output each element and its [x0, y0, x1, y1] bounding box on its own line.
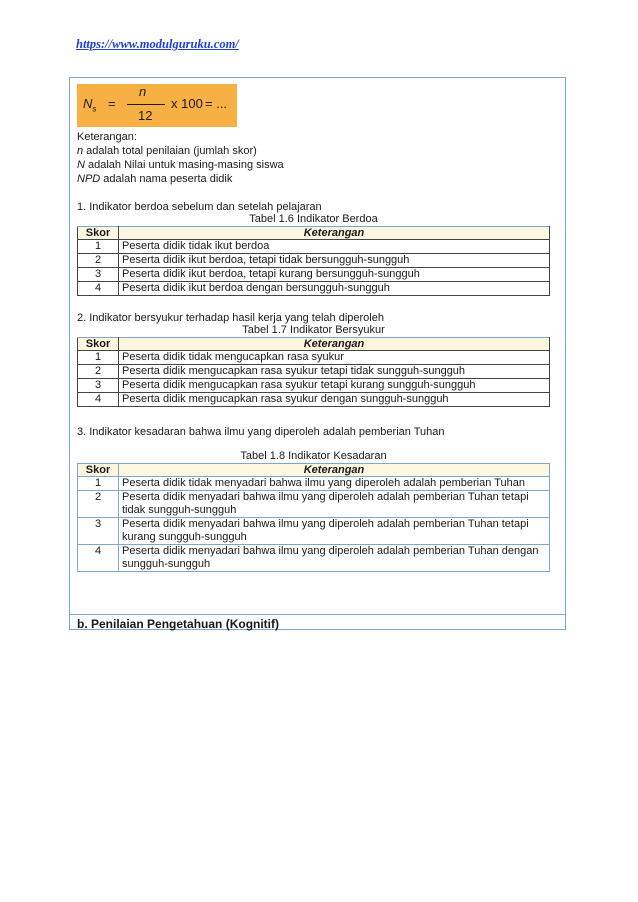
table-row: [78, 365, 550, 379]
fraction-bar: [127, 104, 165, 105]
cell-keterangan: Peserta didik tidak menyadari bahwa ilmu yang diperoleh adalah pemberian Tuhan: [119, 477, 550, 491]
cell-keterangan: Peserta didik mengucapkan rasa syukur tetapi tidak sungguh-sungguh: [119, 365, 550, 379]
cell-skor: 3: [78, 518, 119, 545]
col-keterangan: Keterangan: [119, 338, 550, 351]
table-row: [78, 351, 550, 365]
formula-equals: =: [108, 96, 116, 111]
cell-keterangan: Peserta didik menyadari bahwa ilmu yang diperoleh adalah pemberian Tuhan tetapi kurang sungguh-sungguh: [119, 518, 550, 545]
legend-line: NPD adalah nama peserta didik: [77, 173, 233, 185]
legend-line: N adalah Nilai untuk masing-masing siswa: [77, 159, 284, 171]
cell-keterangan: Peserta didik menyadari bahwa ilmu yang diperoleh adalah pemberian Tuhan dengan sungguh-sungguh: [119, 545, 550, 572]
cell-skor: 3: [78, 379, 119, 393]
section-b-heading: b. Penilaian Pengetahuan (Kognitif): [77, 617, 280, 631]
header-url-link[interactable]: https://www.modulguruku.com/: [76, 37, 239, 51]
table-header-row: [78, 338, 550, 351]
table-row: [78, 268, 550, 282]
cell-keterangan: Peserta didik mengucapkan rasa syukur dengan sungguh-sungguh: [119, 393, 550, 407]
col-keterangan: Keterangan: [119, 464, 550, 477]
table-row: [78, 282, 550, 296]
table-caption: Tabel 1.6 Indikator Berdoa: [249, 213, 378, 225]
col-skor: Skor: [78, 338, 119, 351]
table-row: [78, 491, 550, 518]
formula-denominator: 12: [138, 108, 153, 123]
cell-skor: 1: [78, 477, 119, 491]
formula-lhs: $N_s$: [83, 96, 97, 114]
table-row: [78, 254, 550, 268]
table-caption: Tabel 1.7 Indikator Bersyukur: [242, 324, 385, 336]
table-header-row: [78, 464, 550, 477]
table-row: [78, 240, 550, 254]
cell-skor: 4: [78, 282, 119, 296]
cell-skor: 2: [78, 365, 119, 379]
formula-box: [77, 84, 237, 127]
cell-keterangan: Peserta didik ikut berdoa, tetapi tidak bersungguh-sungguh: [119, 254, 550, 268]
table-bersyukur: [77, 337, 550, 407]
cell-keterangan: Peserta didik ikut berdoa dengan bersungguh-sungguh: [119, 282, 550, 296]
table-row: [78, 379, 550, 393]
table-berdoa: [77, 226, 550, 296]
table-header-row: [78, 227, 550, 240]
formula-multiplier: x 100: [171, 96, 203, 111]
cell-skor: 2: [78, 254, 119, 268]
table-kesadaran: [77, 463, 550, 572]
cell-skor: 2: [78, 491, 119, 518]
table-row: [78, 518, 550, 545]
col-keterangan: Keterangan: [119, 227, 550, 240]
cell-keterangan: Peserta didik mengucapkan rasa syukur tetapi kurang sungguh-sungguh: [119, 379, 550, 393]
indicator-heading: 2. Indikator bersyukur terhadap hasil kerja yang telah diperoleh: [77, 312, 384, 324]
cell-keterangan: Peserta didik tidak mengucapkan rasa syukur: [119, 351, 550, 365]
table-row: [78, 393, 550, 407]
table-row: [78, 545, 550, 572]
cell-skor: 1: [78, 240, 119, 254]
cell-skor: 4: [78, 393, 119, 407]
table-row: [78, 477, 550, 491]
formula-result: = ...: [205, 96, 228, 111]
table-caption: Tabel 1.8 Indikator Kesadaran: [240, 450, 387, 462]
cell-skor: 1: [78, 351, 119, 365]
col-skor: Skor: [78, 227, 119, 240]
col-skor: Skor: [78, 464, 119, 477]
formula-numerator: n: [139, 84, 147, 99]
cell-skor: 3: [78, 268, 119, 282]
legend-line: n adalah total penilaian (jumlah skor): [77, 145, 257, 157]
indicator-heading: 3. Indikator kesadaran bahwa ilmu yang diperoleh adalah pemberian Tuhan: [77, 426, 445, 438]
indicator-heading: 1. Indikator berdoa sebelum dan setelah pelajaran: [77, 201, 322, 213]
cell-skor: 4: [78, 545, 119, 572]
cell-keterangan: Peserta didik menyadari bahwa ilmu yang diperoleh adalah pemberian Tuhan tetapi tidak sungguh-sungguh: [119, 491, 550, 518]
cell-keterangan: Peserta didik ikut berdoa, tetapi kurang bersungguh-sungguh: [119, 268, 550, 282]
legend-title: Keterangan:: [77, 131, 137, 143]
cell-keterangan: Peserta didik tidak ikut berdoa: [119, 240, 550, 254]
